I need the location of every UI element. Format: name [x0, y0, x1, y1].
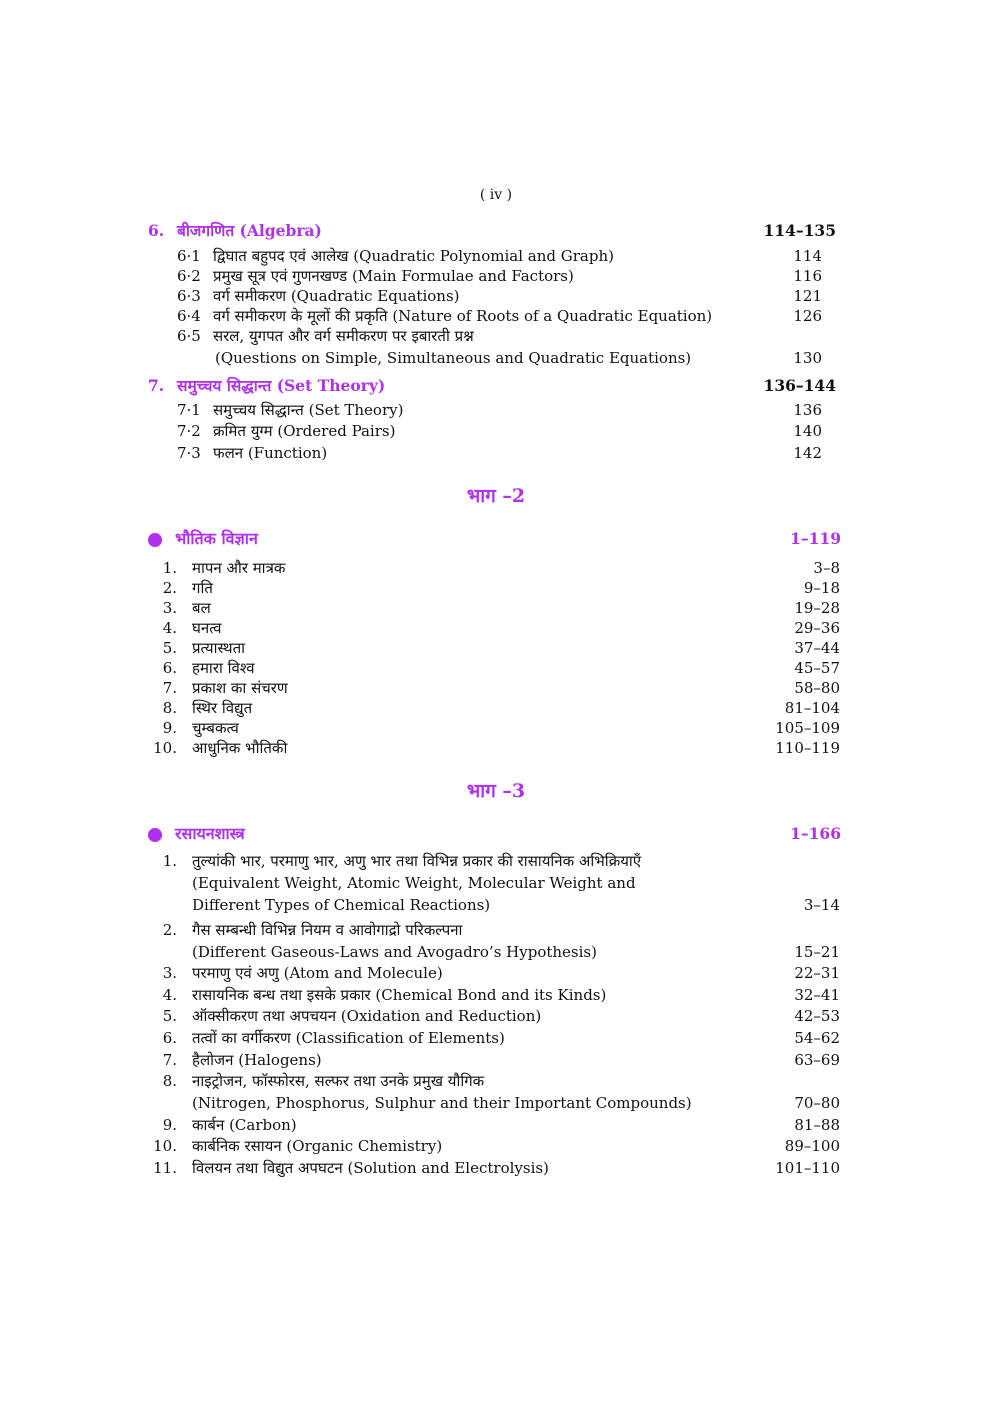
subsection-number: 6·2 [177, 267, 201, 285]
item-pages: 45–57 [794, 659, 840, 677]
item-pages: 19–28 [794, 599, 840, 617]
subsection-page: 140 [793, 422, 822, 440]
chapter-pages: 136–144 [763, 376, 836, 395]
item-number: 4. [162, 619, 177, 637]
item-number: 2. [162, 921, 177, 939]
subsection-page: 136 [793, 401, 822, 419]
item-pages: 58–80 [794, 679, 840, 697]
item-number: 6. [162, 1029, 177, 1047]
section-title: भौतिक विज्ञान [175, 529, 258, 548]
item-title: घनत्व [192, 619, 222, 637]
item-pages: 101–110 [775, 1159, 840, 1177]
subsection-page: 142 [793, 444, 822, 462]
item-number: 7. [162, 679, 177, 697]
subsection-number: 6·1 [177, 247, 201, 265]
item-pages: 42–53 [794, 1007, 840, 1025]
chapter-number: 7. [148, 376, 165, 395]
page-number: ( iv ) [479, 187, 513, 203]
item-pages: 105–109 [775, 719, 840, 737]
bullet-icon [148, 533, 162, 547]
item-number: 2. [162, 579, 177, 597]
item-number: 11. [153, 1159, 177, 1177]
item-pages: 3–14 [803, 896, 840, 914]
item-title: ऑक्सीकरण तथा अपचयन (Oxidation and Reduction) [192, 1007, 542, 1025]
section-pages: 1–166 [790, 824, 841, 843]
item-number: 5. [162, 1007, 177, 1025]
subsection-title: वर्ग समीकरण (Quadratic Equations) [213, 287, 460, 305]
item-pages: 37–44 [794, 639, 840, 657]
part-label: भाग –3 [466, 780, 526, 802]
item-title: रासायनिक बन्ध तथा इसके प्रकार (Chemical Bond and its Kinds) [192, 986, 607, 1004]
item-number: 1. [162, 852, 177, 870]
item-title: तत्वों का वर्गीकरण (Classification of Elements) [192, 1029, 505, 1047]
item-title: स्थिर विद्युत [192, 699, 253, 717]
item-pages: 22–31 [794, 964, 840, 982]
item-title-english: (Different Gaseous-Laws and Avogadro’s Hypothesis) [192, 943, 597, 961]
subsection-title: क्रमित युग्म (Ordered Pairs) [213, 422, 396, 440]
subsection-page: 130 [793, 349, 822, 367]
item-pages: 29–36 [794, 619, 840, 637]
item-number: 3. [162, 964, 177, 982]
subsection-title: सरल, युगपत और वर्ग समीकरण पर इबारती प्रश्न [213, 327, 474, 345]
item-number: 6. [162, 659, 177, 677]
subsection-page: 114 [793, 247, 822, 265]
chapter-title: समुच्चय सिद्धान्त (Set Theory) [177, 376, 386, 395]
subsection-title: वर्ग समीकरण के मूलों की प्रकृति (Nature of Roots of a Quadratic Equation) [213, 307, 713, 325]
subsection-number: 7·2 [177, 422, 201, 440]
subsection-page: 121 [793, 287, 822, 305]
item-pages: 81–88 [794, 1116, 840, 1134]
item-title: नाइट्रोजन, फॉस्फोरस, सल्फर तथा उनके प्रमुख यौगिक [192, 1072, 485, 1090]
chapter-title: बीजगणित (Algebra) [177, 221, 322, 240]
item-title: कार्बन (Carbon) [192, 1116, 297, 1134]
item-number: 8. [162, 699, 177, 717]
item-number: 4. [162, 986, 177, 1004]
subsection-title: फलन (Function) [213, 444, 328, 462]
subsection-number: 6·4 [177, 307, 201, 325]
item-number: 10. [153, 1137, 177, 1155]
subsection-title: समुच्चय सिद्धान्त (Set Theory) [213, 401, 404, 419]
item-title: कार्बनिक रसायन (Organic Chemistry) [192, 1137, 443, 1155]
item-title-english: Different Types of Chemical Reactions) [192, 896, 491, 914]
subsection-page: 126 [793, 307, 822, 325]
item-title: गैस सम्बन्धी विभिन्न नियम व आवोगाद्रो परिकल्पना [192, 921, 463, 939]
item-pages: 89–100 [784, 1137, 840, 1155]
item-title: गति [192, 579, 213, 597]
subsection-number: 7·1 [177, 401, 201, 419]
section-title: रसायनशास्त्र [175, 824, 245, 843]
item-title: परमाणु एवं अणु (Atom and Molecule) [192, 964, 443, 982]
item-number: 9. [162, 719, 177, 737]
item-number: 8. [162, 1072, 177, 1090]
subsection-title: प्रमुख सूत्र एवं गुणनखण्ड (Main Formulae and Factors) [213, 267, 574, 285]
item-pages: 32–41 [794, 986, 840, 1004]
item-pages: 9–18 [803, 579, 840, 597]
item-number: 3. [162, 599, 177, 617]
item-number: 9. [162, 1116, 177, 1134]
item-title: आधुनिक भौतिकी [192, 739, 288, 757]
chapter-pages: 114–135 [763, 221, 836, 240]
item-title: हैलोजन (Halogens) [192, 1051, 322, 1069]
item-pages: 81–104 [784, 699, 840, 717]
item-number: 10. [153, 739, 177, 757]
subsection-number: 6·3 [177, 287, 201, 305]
item-number: 5. [162, 639, 177, 657]
item-pages: 63–69 [794, 1051, 840, 1069]
item-title-english: (Nitrogen, Phosphorus, Sulphur and their Important Compounds) [192, 1094, 692, 1112]
subsection-title: द्विघात बहुपद एवं आलेख (Quadratic Polynomial and Graph) [213, 247, 614, 265]
item-title: विलयन तथा विद्युत अपघटन (Solution and Electrolysis) [192, 1159, 549, 1177]
item-title: प्रत्यास्थता [192, 639, 246, 657]
item-title: मापन और मात्रक [192, 559, 286, 577]
subsection-title-english: (Questions on Simple, Simultaneous and Quadratic Equations) [215, 349, 692, 367]
item-title: हमारा विश्व [192, 659, 255, 677]
item-title: चुम्बकत्व [192, 719, 239, 737]
item-number: 1. [162, 559, 177, 577]
subsection-number: 6·5 [177, 327, 201, 345]
subsection-page: 116 [793, 267, 822, 285]
bullet-icon [148, 828, 162, 842]
subsection-number: 7·3 [177, 444, 201, 462]
item-pages: 70–80 [794, 1094, 840, 1112]
item-title: तुल्यांकी भार, परमाणु भार, अणु भार तथा विभिन्न प्रकार की रासायनिक अभिक्रियाएँ [192, 852, 642, 870]
item-number: 7. [162, 1051, 177, 1069]
item-pages: 15–21 [794, 943, 840, 961]
item-title: बल [192, 599, 211, 617]
chapter-number: 6. [148, 221, 165, 240]
item-title-english: (Equivalent Weight, Atomic Weight, Molecular Weight and [192, 874, 636, 892]
item-pages: 110–119 [775, 739, 840, 757]
part-label: भाग –2 [466, 485, 526, 507]
item-pages: 3–8 [813, 559, 840, 577]
section-pages: 1–119 [790, 529, 841, 548]
item-pages: 54–62 [794, 1029, 840, 1047]
item-title: प्रकाश का संचरण [192, 679, 288, 697]
